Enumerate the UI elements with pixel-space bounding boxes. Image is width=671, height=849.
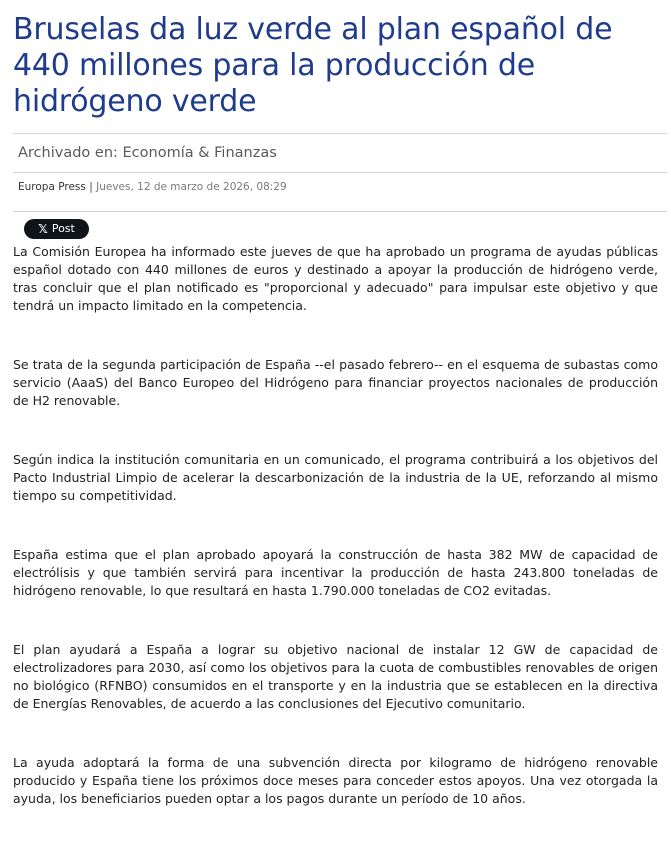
divider xyxy=(13,211,667,212)
byline xyxy=(18,180,287,194)
byline-separator: | xyxy=(89,181,97,193)
publish-date: Jueves, 12 de marzo de 2026, 08:29 xyxy=(96,181,287,193)
article-paragraph: Según indica la institución comunitaria en un comunicado, el programa contribuirá a los objetivos del Pacto Industrial Limpio de acelerar la descarbonización de la industria de la UE, reforzando al mismo tiempo su competitividad. xyxy=(13,452,658,503)
source-name: Europa Press xyxy=(18,181,86,193)
article-headline: Bruselas da luz verde al plan español de 440 millones para la producción de hidrógeno verde xyxy=(13,12,613,119)
article-paragraph: La ayuda adoptará la forma de una subvención directa por kilogramo de hidrógeno renovable producido y España tiene los próximos doce meses para conceder estos apoyos. Una vez otorgada la ayuda, los beneficiarios pueden optar a los pagos durante un período de 10 años. xyxy=(13,755,658,806)
article-paragraph: La Comisión Europea ha informado este jueves de que ha aprobado un programa de ayudas públicas español dotado con 440 millones de euros y destinado a apoyar la producción de hidrógeno verde, tras concluir que el plan notificado es "proporcional y adecuado" para impulsar este objetivo y que tendrá un impacto limitado en la competencia. xyxy=(13,244,658,313)
article-paragraph: España estima que el plan aprobado apoyará la construcción de hasta 382 MW de capacidad de electrólisis y que también servirá para incentivar la producción de hasta 243.800 toneladas de hidrógeno renovable, lo que resultará en hasta 1.790.000 toneladas de CO2 evitadas. xyxy=(13,547,658,598)
x-logo-icon: 𝕏 xyxy=(38,222,48,236)
article-paragraph: El plan ayudará a España a lograr su objetivo nacional de instalar 12 GW de capacidad de electrolizadores para 2030, así como los objetivos para la cuota de combustibles renovables de origen no biológico (RFNBO) consumidos en el transporte y en la industria que se establecen en la directiva de Energías Renovables, de acuerdo a las conclusiones del Ejecutivo comunitario. xyxy=(13,642,658,711)
article-paragraph: Se trata de la segunda participación de España --el pasado febrero-- en el esquema de subastas como servicio (AaaS) del Banco Europeo del Hidrógeno para financiar proyectos nacionales de producción de H2 renovable. xyxy=(13,357,658,408)
archived-label: Archivado en: xyxy=(18,145,123,161)
x-post-button[interactable] xyxy=(24,219,89,239)
section-link-economia-finanzas[interactable]: Economía & Finanzas xyxy=(122,145,277,161)
article-body xyxy=(13,243,658,849)
x-post-label: Post xyxy=(51,222,75,235)
archived-in-bar xyxy=(13,133,667,173)
